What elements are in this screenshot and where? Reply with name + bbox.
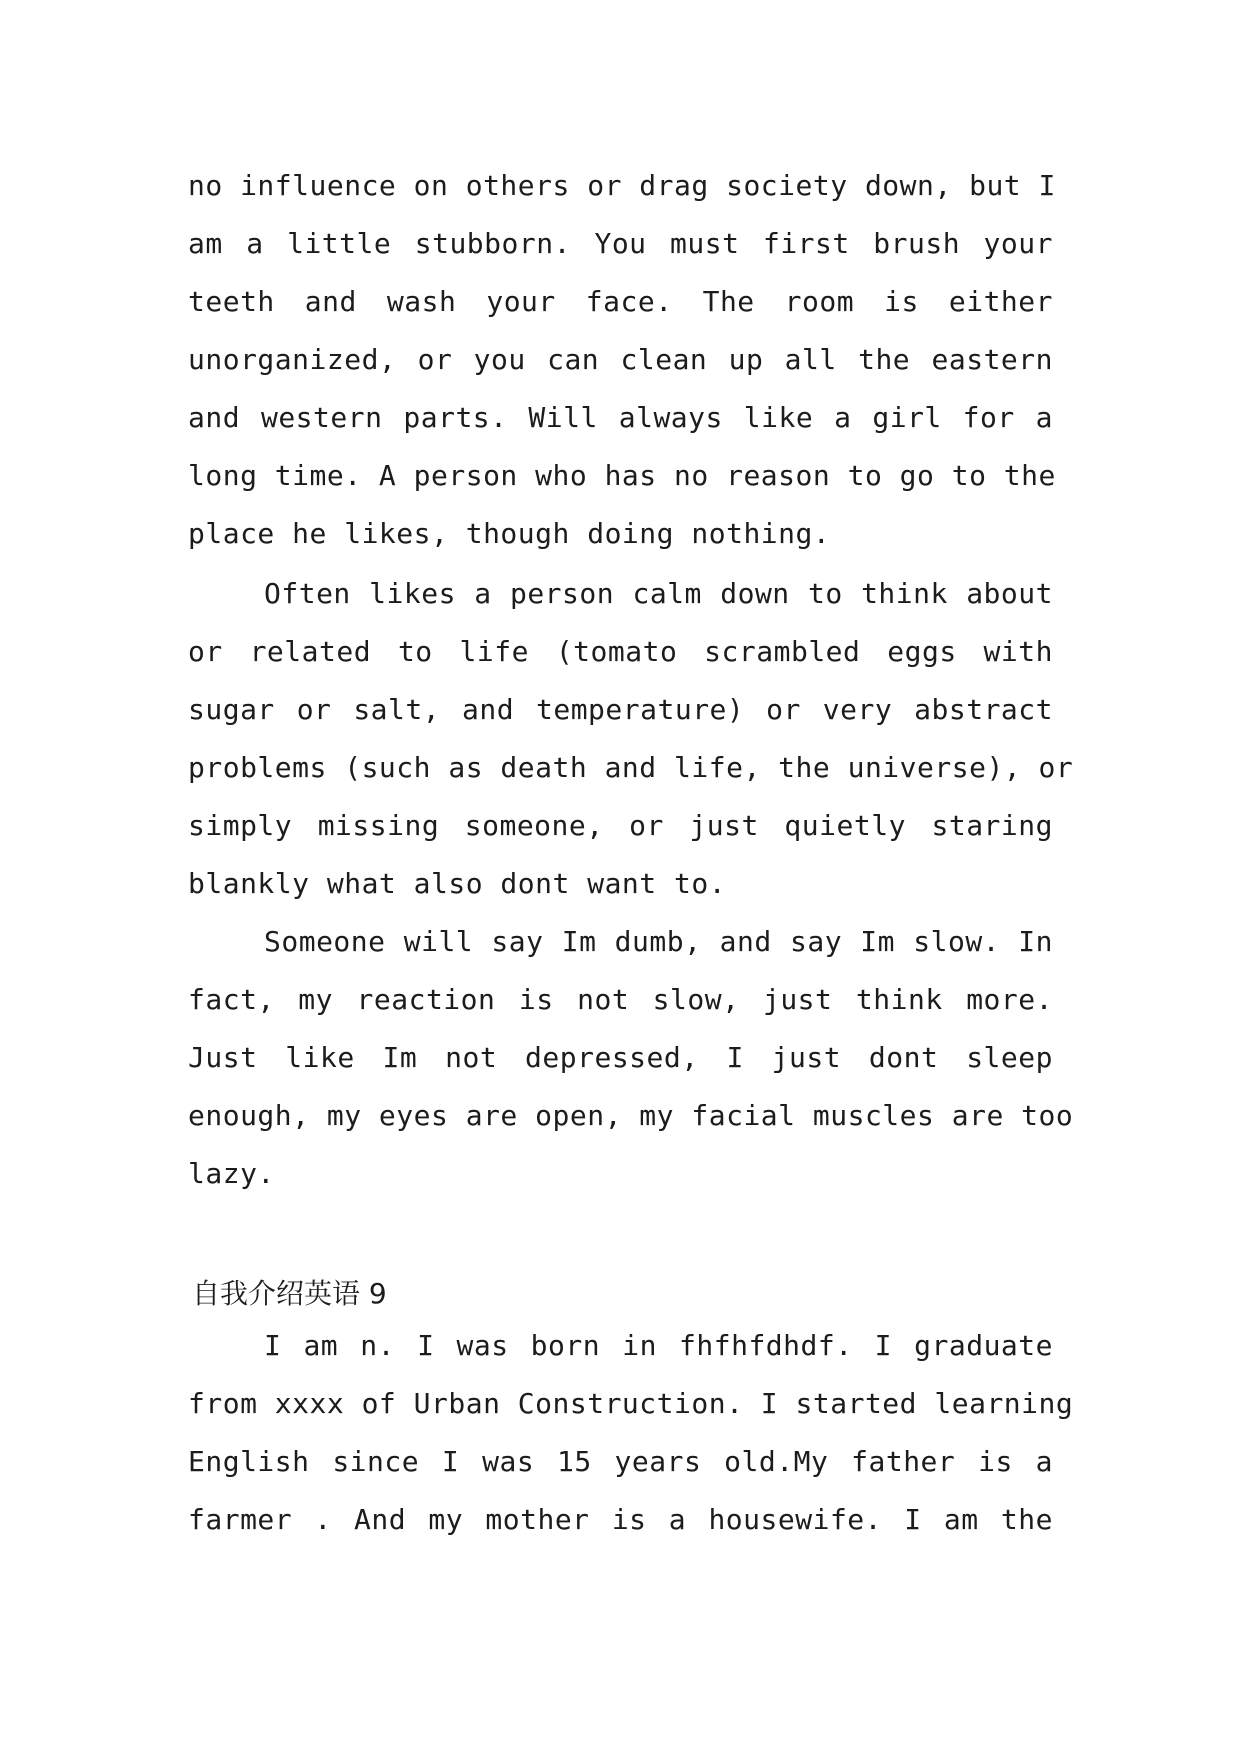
text-line: lazy. xyxy=(188,1157,275,1190)
text-line: sugar or salt, and temperature) or very abstract xyxy=(188,693,1053,726)
text-line: long time. A person who has no reason to go to the xyxy=(188,459,1056,492)
text-line: problems (such as death and life, the universe), or xyxy=(188,751,1074,784)
text-line: no influence on others or drag society down, but I xyxy=(188,169,1056,202)
text-line: and western parts. Will always like a girl for a xyxy=(188,401,1053,434)
text-line: Often likes a person calm down to think about xyxy=(264,577,1053,610)
text-line: place he likes, though doing nothing. xyxy=(188,517,831,550)
text-line: simply missing someone, or just quietly staring xyxy=(188,809,1053,842)
text-line: farmer . And my mother is a housewife. I am the xyxy=(188,1503,1053,1536)
text-line: unorganized, or you can clean up all the eastern xyxy=(188,343,1053,376)
text-line: I am n. I was born in fhfhfdhdf. I graduate xyxy=(264,1329,1053,1362)
text-line: am a little stubborn. You must first brush your xyxy=(188,227,1053,260)
text-line: fact, my reaction is not slow, just think more. xyxy=(188,983,1053,1016)
section-heading: 自我介绍英语 9 xyxy=(192,1277,387,1310)
text-line: enough, my eyes are open, my facial muscles are too xyxy=(188,1099,1074,1132)
text-line: from xxxx of Urban Construction. I started learning xyxy=(188,1387,1074,1420)
text-line: or related to life (tomato scrambled eggs with xyxy=(188,635,1053,668)
text-line: teeth and wash your face. The room is either xyxy=(188,285,1053,318)
text-line: English since I was 15 years old.My father is a xyxy=(188,1445,1053,1478)
text-line: Just like Im not depressed, I just dont sleep xyxy=(188,1041,1053,1074)
text-line: blankly what also dont want to. xyxy=(188,867,727,900)
text-line: Someone will say Im dumb, and say Im slow. In xyxy=(264,925,1053,958)
